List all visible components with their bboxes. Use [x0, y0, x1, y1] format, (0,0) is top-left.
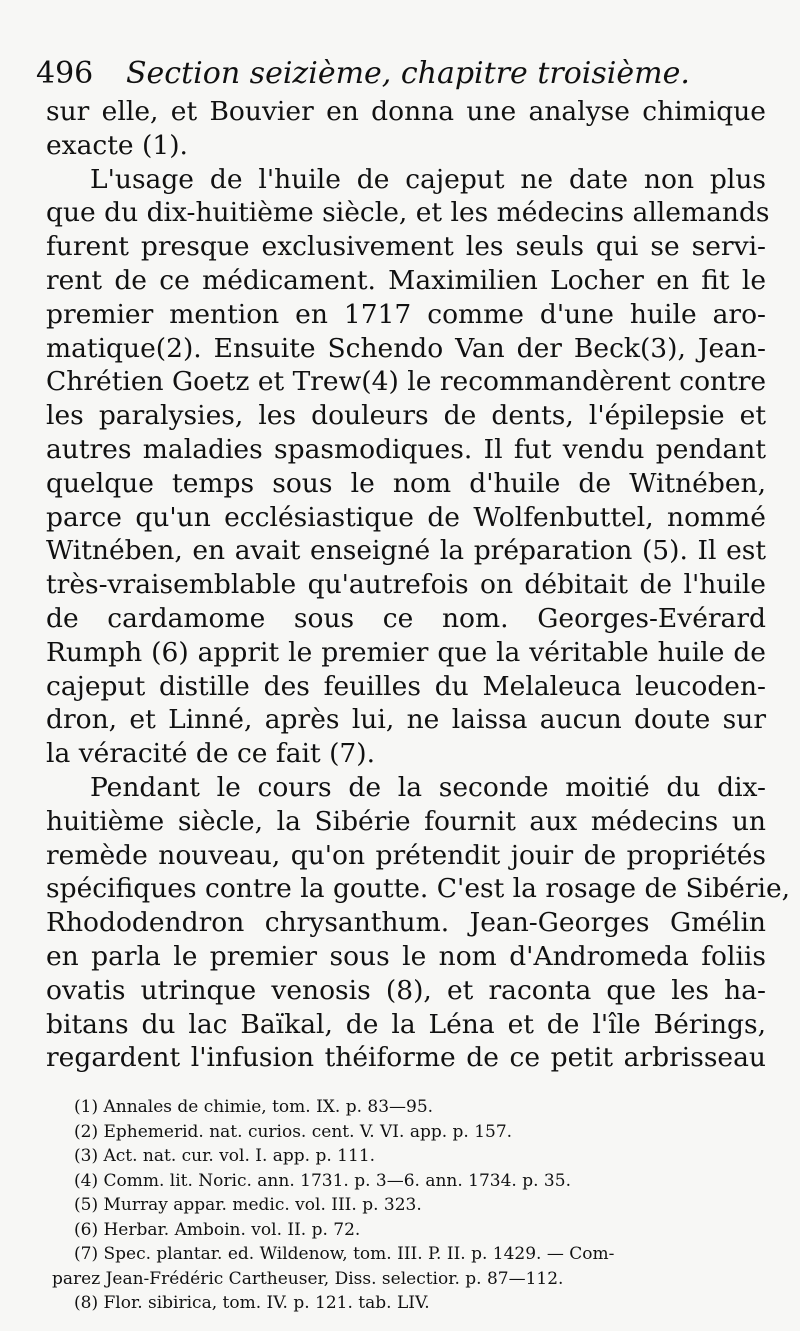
body-text	[46, 95, 791, 1075]
text-line: remède nouveau, qu'on prétendit jouir de propriétés	[46, 839, 766, 871]
footnote: (1) Annales de chimie, tom. IX. p. 83—95.	[74, 1097, 434, 1117]
text-line: sur elle, et Bouvier en donna une analyse chimique	[46, 96, 766, 127]
footnote: (3) Act. nat. cur. vol. I. app. p. 111.	[74, 1146, 376, 1166]
page-header	[36, 50, 776, 98]
running-title: Section seizième, chapitre troisième.	[126, 56, 690, 91]
text-line: les paralysies, les douleurs de dents, l'épilepsie et	[46, 400, 766, 432]
text-line: furent presque exclusivement les seuls qui se servi-	[46, 231, 766, 263]
footnote: (8) Flor. sibirica, tom. IV. p. 121. tab. LIV.	[74, 1293, 430, 1313]
footnote-continuation: parez Jean-Frédéric Cartheuser, Diss. selectior. p. 87—112.	[52, 1268, 564, 1289]
text-line: la véracité de ce fait (7).	[46, 738, 376, 770]
text-line: rent de ce médicament. Maximilien Locher en fit le	[46, 264, 766, 296]
text-line: huitième siècle, la Sibérie fournit aux médecins un	[46, 805, 766, 837]
text-line: Rhododendron chrysanthum. Jean-Georges Gmélin	[46, 907, 766, 939]
text-line: Pendant le cours de la seconde moitié du dix-	[90, 771, 766, 803]
text-line: regardent l'infusion théiforme de ce petit arbrisseau	[46, 1042, 766, 1074]
text-line: que du dix-huitième siècle, et les médecins allemands	[46, 197, 770, 229]
footnote: (4) Comm. lit. Noric. ann. 1731. p. 3—6. ann. 1734. p. 35.	[74, 1170, 571, 1191]
text-line: quelque temps sous le nom d'huile de Witnében,	[46, 467, 766, 499]
text-line: Chrétien Goetz et Trew(4) le recommandèrent contre	[46, 366, 767, 398]
footnote: (2) Ephemerid. nat. curios. cent. V. VI. app. p. 157.	[74, 1121, 513, 1142]
text-line: dron, et Linné, après lui, ne laissa aucun doute sur	[46, 704, 766, 736]
text-line: cajeput distille des feuilles du Melaleuca leucoden-	[46, 670, 766, 702]
text-line: Rumph (6) apprit le premier que la véritable huile de	[46, 636, 766, 668]
text-line: matique(2). Ensuite Schendo Van der Beck(3), Jean-	[46, 332, 766, 364]
text-line: bitans du lac Baïkal, de la Léna et de l'île Bérings,	[46, 1008, 766, 1040]
text-line: premier mention en 1717 comme d'une huile aro-	[46, 298, 766, 330]
footnote: (5) Murray appar. medic. vol. III. p. 323.	[74, 1195, 422, 1215]
text-line: en parla le premier sous le nom d'Andromeda foliis	[46, 940, 766, 972]
footnote: (7) Spec. plantar. ed. Wildenow, tom. III. P. II. p. 1429. — Com-	[74, 1244, 615, 1264]
text-line: spécifiques contre la goutte. C'est la rosage de Sibérie,	[46, 873, 791, 905]
text-line: L'usage de l'huile de cajeput ne date non plus	[90, 163, 766, 195]
text-line: parce qu'un ecclésiastique de Wolfenbuttel, nommé	[46, 501, 766, 533]
text-line: très-vraisemblable qu'autrefois on débitait de l'huile	[46, 569, 766, 601]
text-line: exacte (1).	[46, 129, 188, 161]
text-line: Witnében, en avait enseigné la préparation (5). Il est	[46, 535, 766, 567]
page-number: 496	[36, 56, 94, 91]
footnotes	[52, 1095, 762, 1316]
text-line: autres maladies spasmodiques. Il fut vendu pendant	[46, 433, 766, 465]
text-line: de cardamome sous ce nom. Georges-Evérard	[46, 602, 766, 634]
text-line: ovatis utrinque venosis (8), et raconta que les ha-	[46, 974, 766, 1006]
footnote: (6) Herbar. Amboin. vol. II. p. 72.	[74, 1219, 361, 1240]
